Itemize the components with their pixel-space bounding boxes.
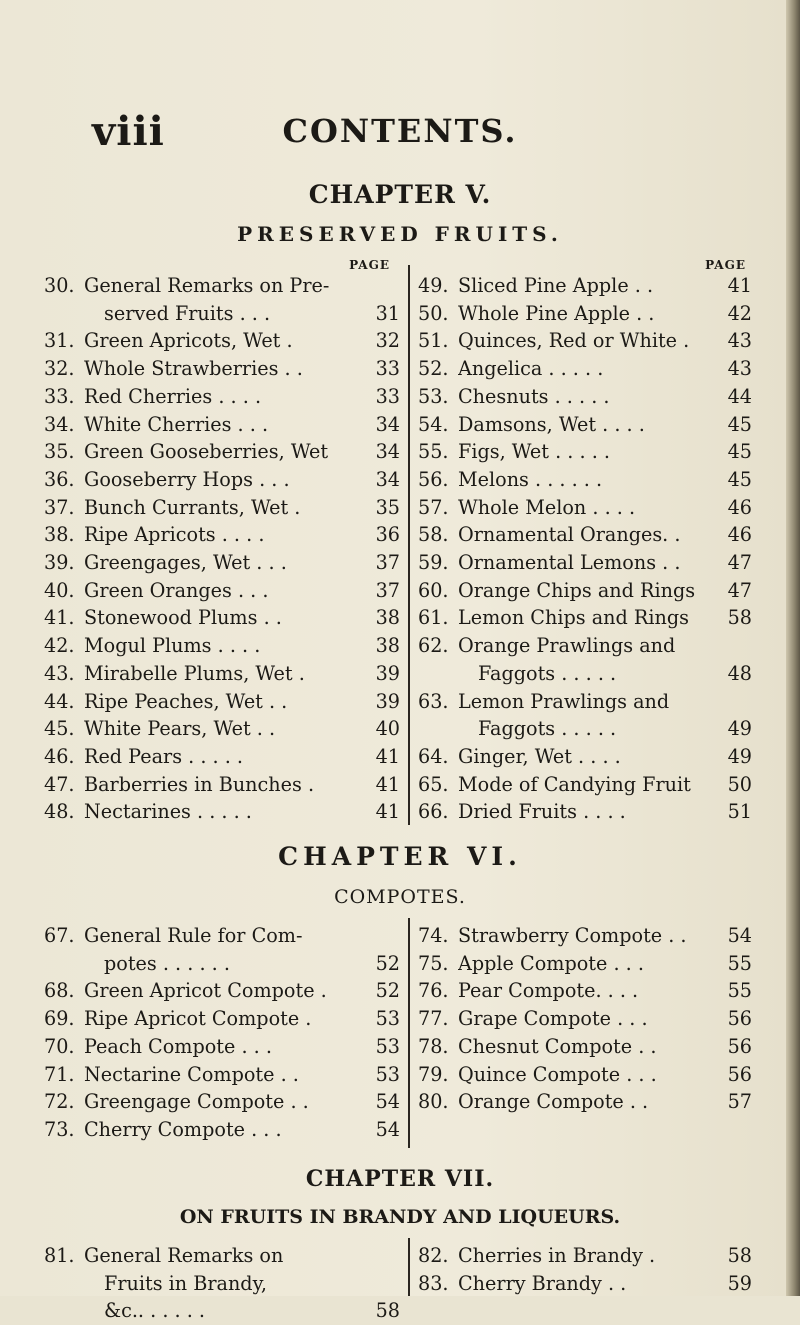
entry-title: Chesnut Compote . . bbox=[458, 1034, 657, 1058]
entry-number: 83. bbox=[418, 1271, 449, 1295]
toc-entry bbox=[44, 1242, 400, 1270]
toc-entry bbox=[44, 383, 400, 411]
entry-page: 38 bbox=[375, 634, 400, 658]
page-column-header: PAGE bbox=[705, 258, 746, 272]
entry-title: Peach Compote . . . bbox=[84, 1034, 272, 1058]
entry-number: 50. bbox=[418, 301, 449, 325]
entry-title: served Fruits . . . bbox=[104, 301, 271, 325]
entry-number: 44. bbox=[44, 689, 75, 713]
entry-title: Orange Compote . . bbox=[458, 1090, 649, 1114]
entry-page: 56 bbox=[727, 1062, 752, 1086]
toc-entry bbox=[418, 327, 752, 355]
entry-page bbox=[396, 922, 400, 950]
toc-entry bbox=[44, 1270, 400, 1298]
entry-title: Barberries in Bunches . bbox=[84, 772, 315, 796]
entry-page: 52 bbox=[375, 951, 400, 975]
toc-entry bbox=[44, 355, 400, 383]
entry-title: Fruits in Brandy, bbox=[104, 1271, 267, 1295]
chapter-7-left-column bbox=[44, 1242, 400, 1325]
entry-number: 46. bbox=[44, 744, 75, 768]
entry-title: Grape Compote . . . bbox=[458, 1007, 648, 1031]
chapter-5-title: CHAPTER V. bbox=[308, 180, 492, 209]
entry-number: 49. bbox=[418, 274, 449, 297]
entry-number: 53. bbox=[418, 384, 449, 408]
entry-page: 38 bbox=[375, 606, 400, 630]
toc-entry bbox=[44, 577, 400, 605]
entry-page bbox=[396, 1270, 400, 1298]
toc-entry bbox=[418, 1088, 752, 1116]
chapter-5-subtitle: PRESERVED FRUITS. bbox=[237, 222, 563, 246]
toc-entry bbox=[418, 1242, 752, 1270]
entry-number: 42. bbox=[44, 634, 75, 658]
toc-entry bbox=[44, 1088, 400, 1116]
toc-entry bbox=[44, 521, 400, 549]
entry-page: 43 bbox=[727, 329, 752, 353]
toc-entry bbox=[44, 977, 400, 1005]
toc-entry bbox=[44, 688, 400, 716]
toc-entry bbox=[44, 604, 400, 632]
entry-title: Green Apricots, Wet . bbox=[84, 329, 293, 353]
entry-title: potes . . . . . . bbox=[104, 951, 230, 975]
entry-number: 70. bbox=[44, 1034, 75, 1058]
running-head bbox=[0, 108, 800, 168]
entry-page: 55 bbox=[727, 951, 752, 975]
entry-page: 45 bbox=[727, 412, 752, 436]
entry-title: Nectarine Compote . . bbox=[84, 1062, 299, 1086]
running-head-title: CONTENTS. bbox=[282, 112, 518, 150]
entry-page: 53 bbox=[375, 1062, 400, 1086]
entry-number: 57. bbox=[418, 495, 449, 519]
entry-number: 58. bbox=[418, 523, 449, 547]
entry-page: 54 bbox=[375, 1117, 400, 1141]
entry-page: 33 bbox=[375, 384, 400, 408]
entry-page: 39 bbox=[375, 689, 400, 713]
entry-title: Faggots . . . . . bbox=[478, 717, 617, 741]
toc-entry bbox=[44, 1061, 400, 1089]
toc-entry bbox=[44, 327, 400, 355]
entry-page: 48 bbox=[727, 661, 752, 685]
entry-title: Stonewood Plums . . bbox=[84, 606, 282, 630]
toc-entry bbox=[418, 1033, 752, 1061]
entry-number bbox=[44, 950, 84, 978]
toc-entry bbox=[44, 1297, 400, 1325]
entry-title: Whole Pine Apple . . bbox=[458, 301, 655, 325]
toc-entry bbox=[418, 272, 752, 300]
toc-entry bbox=[418, 521, 752, 549]
entry-title: General Rule for Com- bbox=[84, 924, 303, 947]
toc-entry bbox=[418, 632, 752, 660]
chapter-7-title: CHAPTER VII. bbox=[305, 1166, 495, 1192]
entry-page: 56 bbox=[727, 1034, 752, 1058]
entry-number: 47. bbox=[44, 772, 75, 796]
toc-entry bbox=[418, 798, 752, 826]
entry-title: Ripe Apricot Compote . bbox=[84, 1007, 312, 1031]
entry-number: 82. bbox=[418, 1244, 449, 1267]
toc-entry bbox=[418, 411, 752, 439]
entry-page: 45 bbox=[727, 440, 752, 464]
chapter-6-subtitle: COMPOTES. bbox=[334, 886, 466, 908]
toc-entry bbox=[44, 1005, 400, 1033]
entry-number: 52. bbox=[418, 357, 449, 381]
entry-page: 41 bbox=[375, 744, 400, 768]
entry-title: Mogul Plums . . . . bbox=[84, 634, 261, 658]
toc-entry bbox=[44, 438, 400, 466]
entry-title: Whole Strawberries . . bbox=[84, 357, 303, 381]
entry-number: 36. bbox=[44, 467, 75, 491]
toc-entry bbox=[418, 660, 752, 688]
entry-title: Bunch Currants, Wet . bbox=[84, 495, 301, 519]
entry-title: Ripe Peaches, Wet . . bbox=[84, 689, 288, 713]
entry-number: 61. bbox=[418, 606, 449, 630]
entry-number: 73. bbox=[44, 1117, 75, 1141]
entry-page bbox=[748, 632, 752, 660]
entry-page: 58 bbox=[727, 606, 752, 630]
toc-entry bbox=[44, 950, 400, 978]
entry-page: 41 bbox=[375, 800, 400, 824]
toc-entry bbox=[44, 494, 400, 522]
entry-page: 34 bbox=[375, 467, 400, 491]
entry-page: 57 bbox=[727, 1090, 752, 1114]
chapter-5-right-column bbox=[418, 258, 752, 826]
toc-entry bbox=[44, 632, 400, 660]
entry-number bbox=[44, 1270, 84, 1298]
entry-number: 69. bbox=[44, 1007, 75, 1031]
entry-page: 36 bbox=[375, 523, 400, 547]
entry-title: Cherry Compote . . . bbox=[84, 1117, 282, 1141]
entry-title: White Cherries . . . bbox=[84, 412, 269, 436]
entry-title: Melons . . . . . . bbox=[458, 467, 603, 491]
entry-number: 79. bbox=[418, 1062, 449, 1086]
entry-title: Mirabelle Plums, Wet . bbox=[84, 661, 305, 685]
entry-title: Greengages, Wet . . . bbox=[84, 551, 287, 575]
chapter-6-title: CHAPTER VI. bbox=[278, 842, 522, 871]
entry-number: 56. bbox=[418, 467, 449, 491]
entry-page bbox=[396, 272, 400, 300]
entry-title: Lemon Prawlings and bbox=[458, 689, 670, 713]
entry-number: 45. bbox=[44, 717, 75, 741]
entry-page: 47 bbox=[727, 551, 752, 575]
entry-title: Apple Compote . . . bbox=[458, 951, 644, 975]
page-number: viii bbox=[92, 108, 165, 155]
entry-number: 30. bbox=[44, 274, 75, 297]
entry-page: 58 bbox=[375, 1299, 400, 1323]
entry-title: Orange Prawlings and bbox=[458, 634, 676, 658]
entry-title: Strawberry Compote . . bbox=[458, 924, 687, 947]
column-divider bbox=[408, 1238, 410, 1296]
entry-number: 64. bbox=[418, 744, 449, 768]
entry-number: 72. bbox=[44, 1090, 75, 1114]
toc-entry bbox=[44, 771, 400, 799]
chapter-5-left-column bbox=[44, 258, 400, 826]
entry-page: 54 bbox=[727, 924, 752, 947]
entry-title: Red Cherries . . . . bbox=[84, 384, 262, 408]
entry-title: Red Pears . . . . . bbox=[84, 744, 244, 768]
toc-entry bbox=[44, 1116, 400, 1144]
column-divider bbox=[408, 918, 410, 1148]
entry-page: 47 bbox=[727, 578, 752, 602]
entry-page: 53 bbox=[375, 1034, 400, 1058]
entry-page: 52 bbox=[375, 979, 400, 1003]
entry-number: 76. bbox=[418, 979, 449, 1003]
entry-title: Ornamental Oranges. . bbox=[458, 523, 681, 547]
entry-number: 39. bbox=[44, 551, 75, 575]
toc-entry bbox=[418, 977, 752, 1005]
entry-number: 34. bbox=[44, 412, 75, 436]
toc-entry bbox=[44, 798, 400, 826]
toc-entry bbox=[418, 1005, 752, 1033]
toc-entry bbox=[418, 549, 752, 577]
entry-page: 35 bbox=[375, 495, 400, 519]
entry-number: 60. bbox=[418, 578, 449, 602]
entry-title: Orange Chips and Rings bbox=[458, 578, 696, 602]
entry-title: Whole Melon . . . . bbox=[458, 495, 636, 519]
entry-page: 31 bbox=[375, 301, 400, 325]
entry-title: &c.. . . . . . bbox=[104, 1299, 206, 1323]
entry-page: 53 bbox=[375, 1007, 400, 1031]
entry-page: 46 bbox=[727, 495, 752, 519]
entry-number: 65. bbox=[418, 772, 449, 796]
toc-entry bbox=[418, 1061, 752, 1089]
entry-number: 37. bbox=[44, 495, 75, 519]
entry-title: White Pears, Wet . . bbox=[84, 717, 276, 741]
entry-page: 49 bbox=[727, 717, 752, 741]
toc-entry bbox=[418, 688, 752, 716]
entry-number: 31. bbox=[44, 329, 75, 353]
toc-entry bbox=[418, 922, 752, 950]
entry-page: 59 bbox=[727, 1271, 752, 1295]
entry-title: Pear Compote. . . . bbox=[458, 979, 639, 1003]
toc-entry bbox=[418, 355, 752, 383]
entry-title: Faggots . . . . . bbox=[478, 661, 617, 685]
entry-number: 62. bbox=[418, 634, 449, 658]
entry-page: 41 bbox=[375, 772, 400, 796]
entry-page: 34 bbox=[375, 440, 400, 464]
entry-number bbox=[418, 660, 458, 688]
entry-number bbox=[418, 715, 458, 743]
toc-entry bbox=[418, 715, 752, 743]
entry-number: 71. bbox=[44, 1062, 75, 1086]
entry-page: 37 bbox=[375, 551, 400, 575]
toc-entry bbox=[418, 383, 752, 411]
entry-title: Green Oranges . . . bbox=[84, 578, 269, 602]
toc-entry bbox=[44, 300, 400, 328]
entry-title: Figs, Wet . . . . . bbox=[458, 440, 610, 464]
entry-page: 45 bbox=[727, 467, 752, 491]
entry-page: 49 bbox=[727, 744, 752, 768]
toc-entry bbox=[44, 660, 400, 688]
entry-page bbox=[748, 688, 752, 716]
entry-page: 58 bbox=[727, 1244, 752, 1267]
entry-number: 74. bbox=[418, 924, 449, 947]
entry-title: Cherry Brandy . . bbox=[458, 1271, 627, 1295]
entry-page: 39 bbox=[375, 661, 400, 685]
toc-entry bbox=[44, 549, 400, 577]
entry-page: 33 bbox=[375, 357, 400, 381]
chapter-6-right-column bbox=[418, 922, 752, 1116]
entry-title: Sliced Pine Apple . . bbox=[458, 274, 654, 297]
toc-entry bbox=[44, 1033, 400, 1061]
entry-number: 48. bbox=[44, 800, 75, 824]
entry-page bbox=[396, 1242, 400, 1270]
entry-number bbox=[44, 300, 84, 328]
entry-title: Dried Fruits . . . . bbox=[458, 800, 626, 824]
entry-page: 46 bbox=[727, 523, 752, 547]
toc-entry bbox=[44, 272, 400, 300]
entry-title: Ginger, Wet . . . . bbox=[458, 744, 621, 768]
entry-title: Damsons, Wet . . . . bbox=[458, 412, 645, 436]
toc-entry bbox=[418, 743, 752, 771]
entry-number: 63. bbox=[418, 689, 449, 713]
entry-title: Gooseberry Hops . . . bbox=[84, 467, 290, 491]
entry-title: Angelica . . . . . bbox=[458, 357, 604, 381]
entry-number: 66. bbox=[418, 800, 449, 824]
toc-entry bbox=[44, 715, 400, 743]
entry-title: Lemon Chips and Rings bbox=[458, 606, 689, 630]
entry-number: 51. bbox=[418, 329, 449, 353]
toc-entry bbox=[418, 1270, 752, 1298]
page-column-header: PAGE bbox=[349, 258, 390, 272]
entry-title: General Remarks on Pre- bbox=[84, 274, 330, 297]
entry-number: 68. bbox=[44, 979, 75, 1003]
entry-number: 32. bbox=[44, 357, 75, 381]
toc-entry bbox=[418, 577, 752, 605]
entry-number: 35. bbox=[44, 440, 75, 464]
toc-entry bbox=[418, 771, 752, 799]
entry-title: Green Gooseberries, Wet bbox=[84, 440, 329, 464]
entry-title: Greengage Compote . . bbox=[84, 1090, 309, 1114]
entry-number: 78. bbox=[418, 1034, 449, 1058]
entry-page: 44 bbox=[727, 384, 752, 408]
entry-number: 80. bbox=[418, 1090, 449, 1114]
entry-title: Green Apricot Compote . bbox=[84, 979, 327, 1003]
entry-number: 81. bbox=[44, 1244, 75, 1267]
entry-title: Chesnuts . . . . . bbox=[458, 384, 610, 408]
chapter-7-right-column bbox=[418, 1242, 752, 1297]
entry-number bbox=[44, 1297, 84, 1325]
entry-title: Nectarines . . . . . bbox=[84, 800, 252, 824]
entry-title: Quinces, Red or White . bbox=[458, 329, 690, 353]
entry-number: 59. bbox=[418, 551, 449, 575]
toc-entry bbox=[418, 604, 752, 632]
entry-number: 67. bbox=[44, 924, 75, 947]
entry-title: Mode of Candying Fruit bbox=[458, 772, 691, 796]
entry-title: Cherries in Brandy . bbox=[458, 1244, 656, 1267]
toc-entry bbox=[44, 922, 400, 950]
toc-entry bbox=[44, 743, 400, 771]
entry-number: 55. bbox=[418, 440, 449, 464]
toc-entry bbox=[418, 950, 752, 978]
entry-number: 33. bbox=[44, 384, 75, 408]
entry-number: 40. bbox=[44, 578, 75, 602]
toc-entry bbox=[418, 438, 752, 466]
entry-page: 37 bbox=[375, 578, 400, 602]
entry-page: 56 bbox=[727, 1007, 752, 1031]
chapter-7-subtitle: ON FRUITS IN BRANDY AND LIQUEURS. bbox=[179, 1206, 621, 1228]
entry-page: 40 bbox=[375, 717, 400, 741]
entry-page: 34 bbox=[375, 412, 400, 436]
entry-title: Ripe Apricots . . . . bbox=[84, 523, 265, 547]
entry-number: 41. bbox=[44, 606, 75, 630]
entry-page: 42 bbox=[727, 301, 752, 325]
entry-page: 43 bbox=[727, 357, 752, 381]
entry-page: 54 bbox=[375, 1090, 400, 1114]
toc-entry bbox=[418, 466, 752, 494]
entry-number: 38. bbox=[44, 523, 75, 547]
column-divider bbox=[408, 265, 410, 825]
entry-page: 32 bbox=[375, 329, 400, 353]
toc-entry bbox=[418, 494, 752, 522]
entry-title: Ornamental Lemons . . bbox=[458, 551, 681, 575]
entry-number: 75. bbox=[418, 951, 449, 975]
entry-title: Quince Compote . . . bbox=[458, 1062, 657, 1086]
entry-page: 55 bbox=[727, 979, 752, 1003]
entry-number: 54. bbox=[418, 412, 449, 436]
entry-page: 41 bbox=[727, 274, 752, 297]
entry-title: General Remarks on bbox=[84, 1244, 284, 1267]
chapter-6-left-column bbox=[44, 922, 400, 1144]
entry-number: 43. bbox=[44, 661, 75, 685]
entry-page: 50 bbox=[727, 772, 752, 796]
toc-entry bbox=[44, 466, 400, 494]
toc-entry bbox=[44, 411, 400, 439]
entry-number: 77. bbox=[418, 1007, 449, 1031]
entry-page: 51 bbox=[727, 800, 752, 824]
toc-entry bbox=[418, 300, 752, 328]
